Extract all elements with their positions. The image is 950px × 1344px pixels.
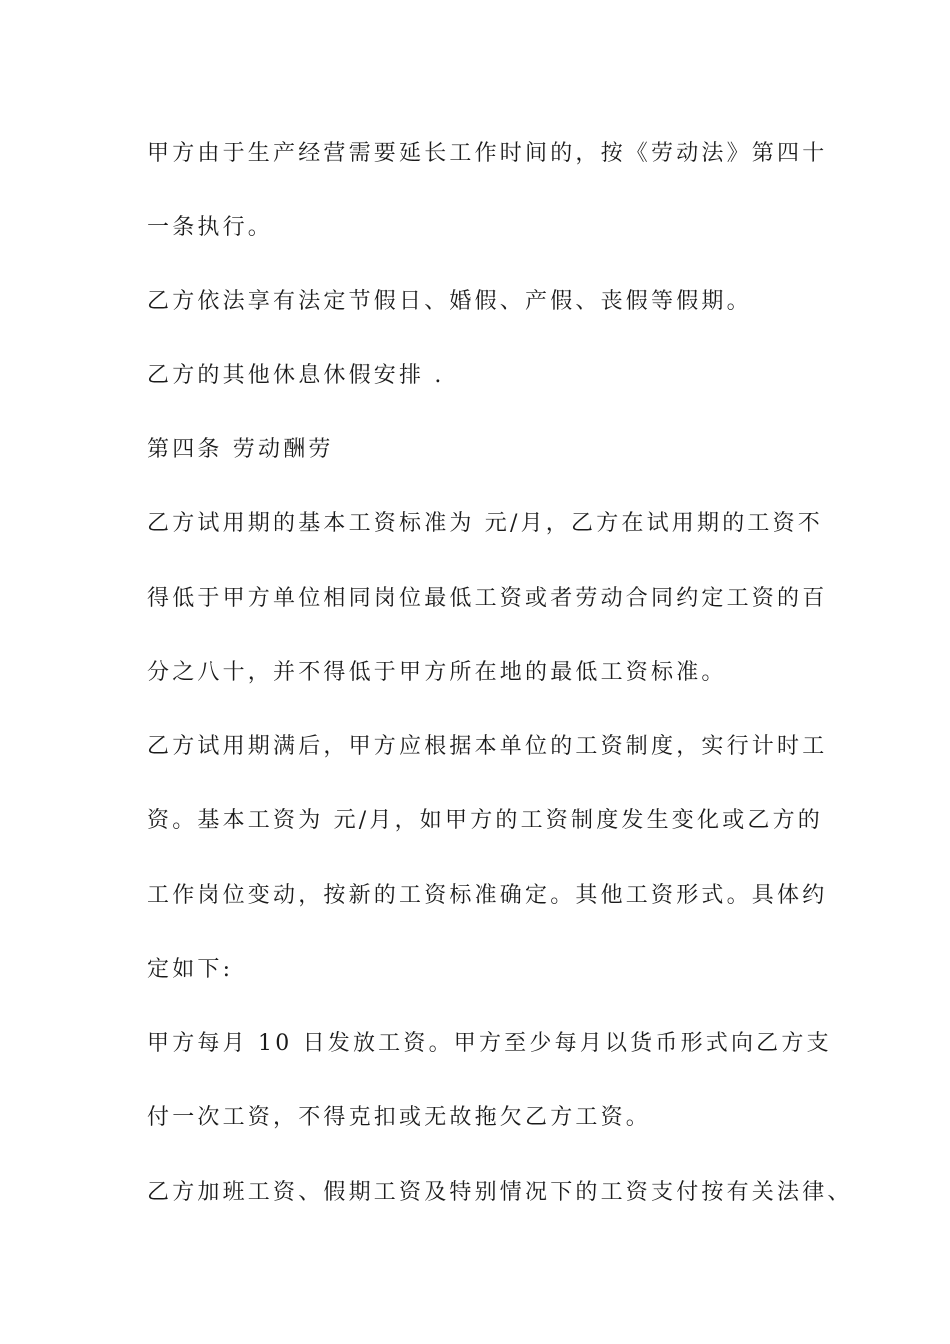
- text-line: 资。基本工资为 元/月，如甲方的工资制度发生变化或乙方的: [147, 808, 824, 833]
- text-line: 甲方每月 10 日发放工资。甲方至少每月以货币形式向乙方支: [147, 1031, 832, 1056]
- text-line: 乙方试用期的基本工资标准为 元/月，乙方在试用期的工资不: [147, 511, 824, 536]
- text-line: 甲方由于生产经营需要延长工作时间的，按《劳动法》第四十: [147, 141, 828, 166]
- section-heading: 第四条 劳动酬劳: [147, 437, 334, 462]
- text-line: 工作岗位变动，按新的工资标准确定。其他工资形式。具体约: [147, 883, 828, 908]
- text-line: 得低于甲方单位相同岗位最低工资或者劳动合同约定工资的百: [147, 586, 828, 611]
- text-line: 定如下:: [147, 957, 234, 982]
- text-line: 乙方加班工资、假期工资及特别情况下的工资支付按有关法律、: [147, 1180, 853, 1205]
- text-line: 分之八十，并不得低于甲方所在地的最低工资标准。: [147, 660, 727, 685]
- text-line: 乙方依法享有法定节假日、婚假、产假、丧假等假期。: [147, 289, 752, 314]
- text-line: 一条执行。: [147, 215, 274, 240]
- text-line: 乙方的其他休息休假安排 .: [147, 363, 445, 388]
- text-line: 乙方试用期满后，甲方应根据本单位的工资制度，实行计时工: [147, 734, 828, 759]
- text-line: 付一次工资，不得克扣或无故拖欠乙方工资。: [147, 1105, 652, 1130]
